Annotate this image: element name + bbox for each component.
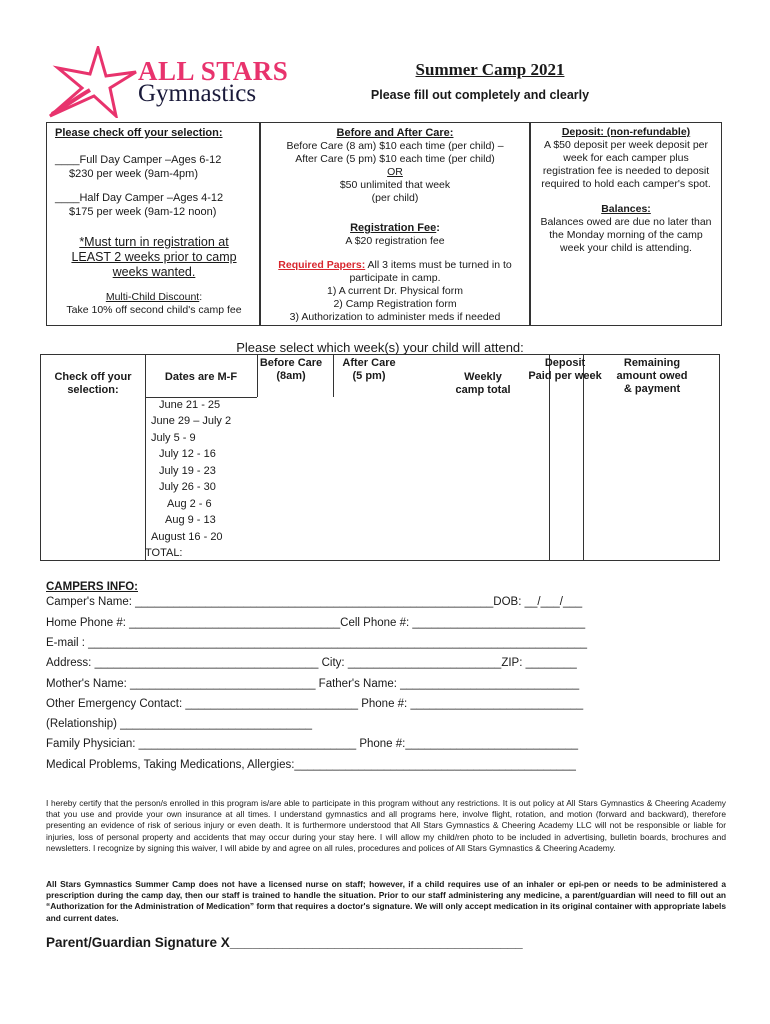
required-papers-heading: Required Papers: [278,259,366,271]
logo-line2: Gymnastics [138,80,257,107]
deposit-box [530,122,722,326]
col-divider [549,355,550,560]
balances-line2: the Monday morning of the camp [549,229,703,241]
col-remaining-header [583,357,721,396]
reg-fee-text: A $20 registration fee [345,235,445,247]
care-line1: Before Care (8 am) $10 each time (per child) – [286,140,504,152]
deposit-line2: week for each camper plus [563,152,689,164]
relationship-field[interactable]: (Relationship) ______________________________ [46,718,313,730]
deposit-heading: Deposit: (non-refundable) [561,126,691,138]
col-after-header [327,357,411,383]
care-line4: (per child) [371,192,419,204]
physician-field[interactable]: Family Physician: __________________________________ Phone #:___________________________ [46,738,579,750]
selection-heading: Please check off your selection: [55,127,223,139]
full-day-price: $230 per week (9am-4pm) [69,168,199,180]
deadline-note [51,235,257,280]
col-check-line2: selection: [67,384,119,396]
logo [46,46,326,118]
col-check-header [41,371,145,397]
col-weekly-line2: camp total [455,384,511,396]
col-before-line1: Before Care [259,357,323,369]
week-row[interactable]: July 5 - 9 [151,432,196,444]
parents-field[interactable]: Mother's Name: _____________________________ Father's Name: ____________________________ [46,678,580,690]
address-field[interactable]: Address: ___________________________________ City: ________________________ZIP: ________ [46,657,577,669]
half-day-price: $175 per week (9am-12 noon) [69,206,217,218]
week-row[interactable]: June 29 – July 2 [151,415,232,427]
required-item-2: 2) Camp Registration form [333,298,457,310]
deposit-line1: A $50 deposit per week deposit per [543,139,709,151]
care-or: OR [387,166,403,178]
col-divider [145,355,146,560]
half-day-option[interactable] [55,191,255,219]
deposit-line3: registration fee is needed to deposit [542,165,710,177]
deadline-line1: *Must turn in registration at [79,235,229,249]
required-papers-text1: All 3 items must be turned in to [365,259,512,271]
deadline-line2: LEAST 2 weeks prior to camp [71,250,237,264]
care-heading: Before and After Care: [336,127,454,139]
phone-field[interactable]: Home Phone #: _________________________________Cell Phone #: ___________________________ [46,617,586,629]
col-remaining-line1: Remaining [623,357,681,369]
emergency-field[interactable]: Other Emergency Contact: ___________________________ Phone #: ___________________________ [46,698,584,710]
col-weekly-line1: Weekly [464,371,502,383]
selection-box [46,122,260,326]
page-subtitle: Please fill out completely and clearly [370,88,590,102]
week-row[interactable]: July 19 - 23 [159,465,216,477]
col-remaining-line2: amount owed [616,370,688,382]
balances-line1: Balances owed are due no later than [540,216,712,228]
multi-child-label: Multi-Child Discount [105,291,200,303]
required-item-3: 3) Authorization to administer meds if needed [289,311,501,323]
full-day-label: ____Full Day Camper –Ages 6-12 [55,154,222,166]
col-before-header [247,357,335,383]
reg-fee-heading: Registration Fee [350,222,437,234]
week-row[interactable]: Aug 9 - 13 [165,514,216,526]
col-before-line2: (8am) [276,370,306,382]
medical-field[interactable]: Medical Problems, Taking Medications, Allergies:____________________________________________ [46,759,576,771]
multi-child-colon: : [199,291,203,303]
col-dates-header: Dates are M-F [164,371,238,383]
balances-heading: Balances: [601,203,651,215]
required-item-1: 1) A current Dr. Physical form [327,285,463,297]
deposit-line4: required to hold each camper's spot. [541,178,711,190]
full-day-option[interactable] [55,153,255,181]
email-field[interactable]: E-mail : ______________________________________________________________________________ [46,637,588,649]
col-remaining-line3: & payment [623,383,681,395]
required-papers-text2: participate in camp. [349,272,441,284]
schedule-heading: Please select which week(s) your child will attend: [236,340,524,355]
nurse-notice-paragraph: All Stars Gymnastics Summer Camp does not have a licensed nurse on staff; however, if a child requires use of an inhaler or epi-pen or needs to be administered a prescription during the camp day, then our staff is trained to handle the situation. Prior to our staff administering any medicine, a parent/guardian will need to fill out an “Authorization for the Administration of Medication” form that requires a doctor's signature. We will only accept medication in its original container with appropriate labels and current dates. [46,879,726,923]
logo-line1: ALL STARS [138,56,289,86]
balances-line3: week your child is attending. [560,242,692,254]
multi-child-text: Take 10% off second child's camp fee [66,304,242,316]
certification-paragraph: I hereby certify that the person/s enrolled in this program is/are able to participate in this program without any restrictions. It is out policy at All Stars Gymnastics & Cheering Academy that you use and provide your own insurance at all times. I understand gymnastics and all programs here, involve flight, rotation, and motion (forward and backward), therefore presenting an evidence of risk of serious injury or even death. It is furthermore understood that All Stars Gymnastics & Cheering Academy LLC will not be responsible or liable for injuries, loss of personal property and accidents that may occur during your stay here. I will allow my child/ren photo to be included in advertising, bulletin boards, brochures and newsletters. I recognize by signing this waiver, I will abide by and agree on all rules, procedures and polices of All Stars Gymnastics & Cheering Academy. [46,798,726,853]
care-line2: After Care (5 pm) $10 each time (per child) [295,153,495,165]
col-deposit-line2: Paid per week [528,370,602,382]
week-row[interactable]: June 21 - 25 [159,399,221,411]
multi-child-discount [51,291,257,317]
camper-name-field[interactable]: Camper's Name: ________________________________________________________DOB: __/___/___ [46,596,583,608]
signature-field[interactable]: Parent/Guardian Signature X_______________________________________ [46,935,523,950]
page-title: Summer Camp 2021 [415,60,565,79]
deadline-line3: weeks wanted. [112,265,196,279]
col-check-line1: Check off your [54,371,132,383]
row-divider [145,397,257,398]
week-row[interactable]: July 26 - 30 [159,481,216,493]
reg-fee-colon: : [436,222,440,234]
total-row: TOTAL: [145,547,183,559]
col-deposit-line1: Deposit [544,357,586,369]
half-day-label: ____Half Day Camper –Ages 4-12 [55,192,224,204]
care-box [260,122,530,326]
campers-heading: CAMPERS INFO: [46,581,138,593]
week-row[interactable]: August 16 - 20 [151,531,223,543]
star-icon [46,46,138,118]
week-row[interactable]: July 12 - 16 [159,448,216,460]
care-line3: $50 unlimited that week [339,179,451,191]
schedule-table [40,354,720,561]
col-after-line2: (5 pm) [352,370,386,382]
col-after-line1: After Care [342,357,396,369]
week-row[interactable]: Aug 2 - 6 [167,498,212,510]
